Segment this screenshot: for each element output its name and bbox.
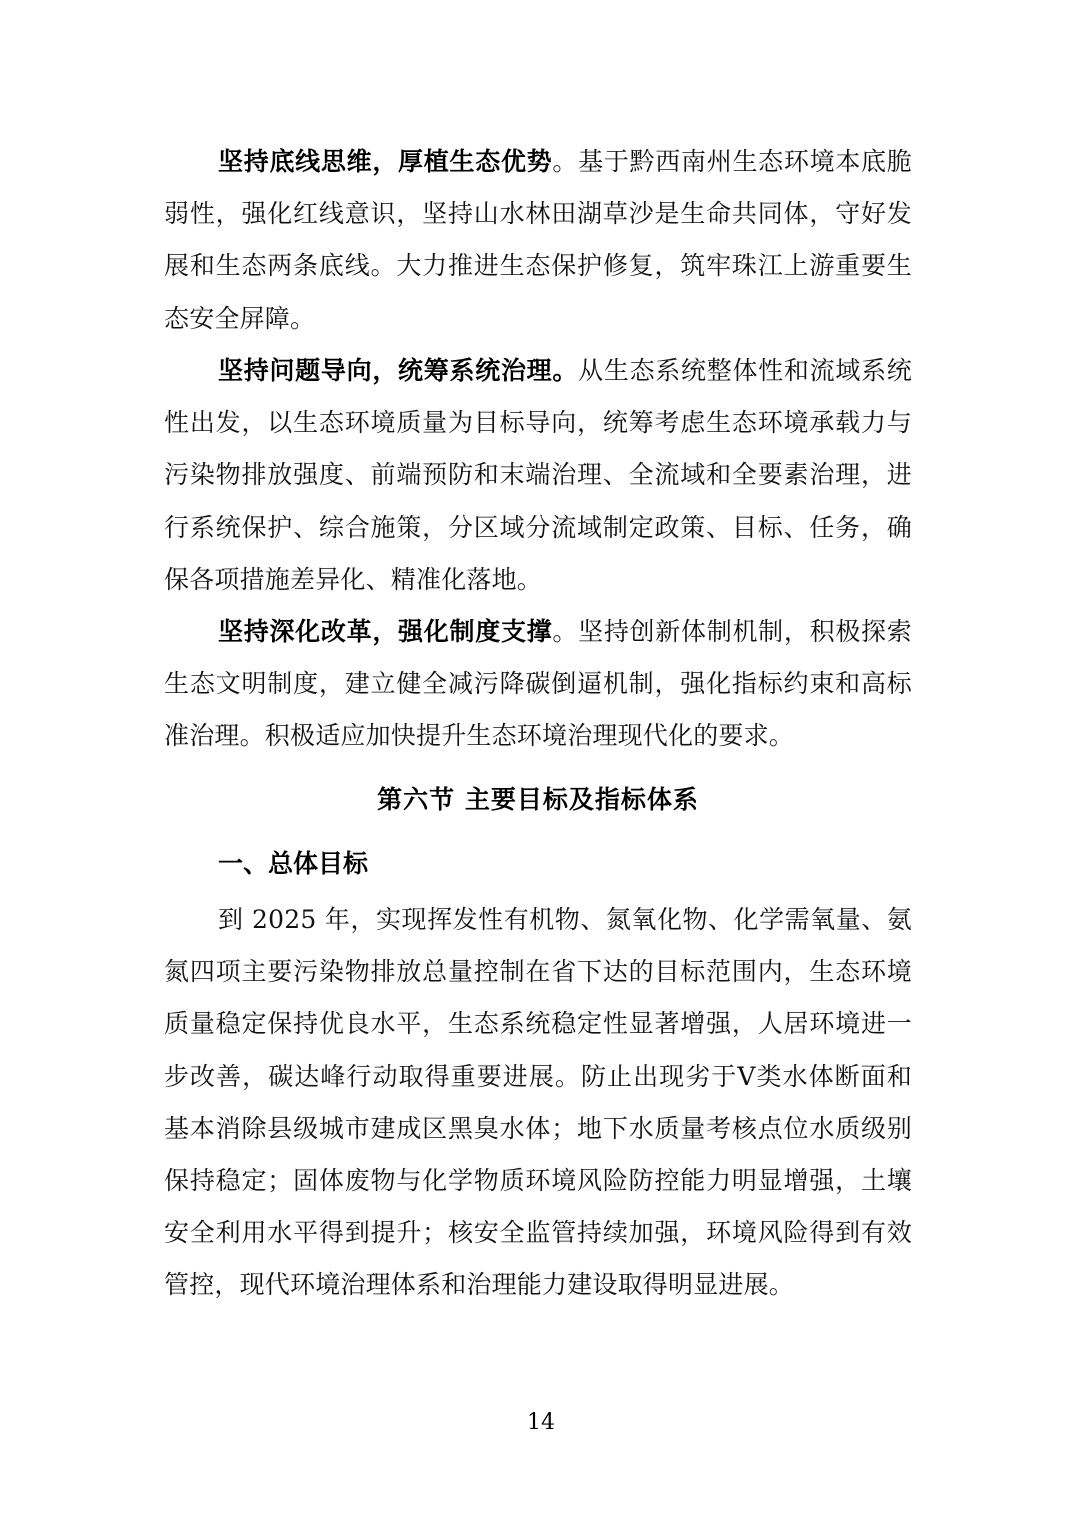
principle-body-3: 。坚持创新体制机制，积极探索生态文明制度，建立健全减污降碳倒逼机制，强化指标约束和高标准治理。积极适应加快提升生态环境治理现代化的要求。	[164, 617, 912, 751]
page-number: 14	[527, 1410, 555, 1435]
principle-lead-1: 坚持底线思维，厚植生态优势	[218, 147, 553, 176]
principle-body-1: 。基于黔西南州生态环境本底脆弱性，强化红线意识，坚持山水林田湖草沙是生命共同体，守好发展和生态两条底线。大力推进生态保护修复，筑牢珠江上游重要生态安全屏障。	[164, 147, 912, 333]
sub-heading: 一、总体目标	[218, 849, 369, 878]
principle-lead-2: 坚持问题导向，统筹系统治理。	[218, 356, 579, 385]
goal-paragraph: 到 2025 年，实现挥发性有机物、氮氧化物、化学需氧量、氨氮四项主要污染物排放总量控制在省下达的目标范围内，生态环境质量稳定保持优良水平，生态系统稳定性显著增强，人居环境进一步改善，碳达峰行动取得重要进展。防止出现劣于V类水体断面和基本消除县级城市建成区黑臭水体；地下水质量考核点位水质级别保持稳定；固体废物与化学物质环境风险防控能力明显增强，土壤安全利用水平得到提升；核安全监管持续加强，环境风险得到有效管控，现代环境治理体系和治理能力建设取得明显进展。	[164, 905, 912, 1300]
principle-lead-3: 坚持深化改革，强化制度支撑	[218, 617, 553, 646]
section-heading: 第六节 主要目标及指标体系	[377, 785, 699, 814]
principle-paragraph-2	[164, 345, 912, 606]
principle-body-2: 从生态系统整体性和流域系统性出发，以生态环境质量为目标导向，统筹考虑生态环境承载力与污染物排放强度、前端预防和末端治理、全流域和全要素治理，进行系统保护、综合施策，分区域分流域制定政策、目标、任务，确保各项措施差异化、精准化落地。	[164, 356, 912, 594]
principle-paragraph-3	[164, 606, 912, 763]
principle-paragraph-1	[164, 136, 912, 345]
